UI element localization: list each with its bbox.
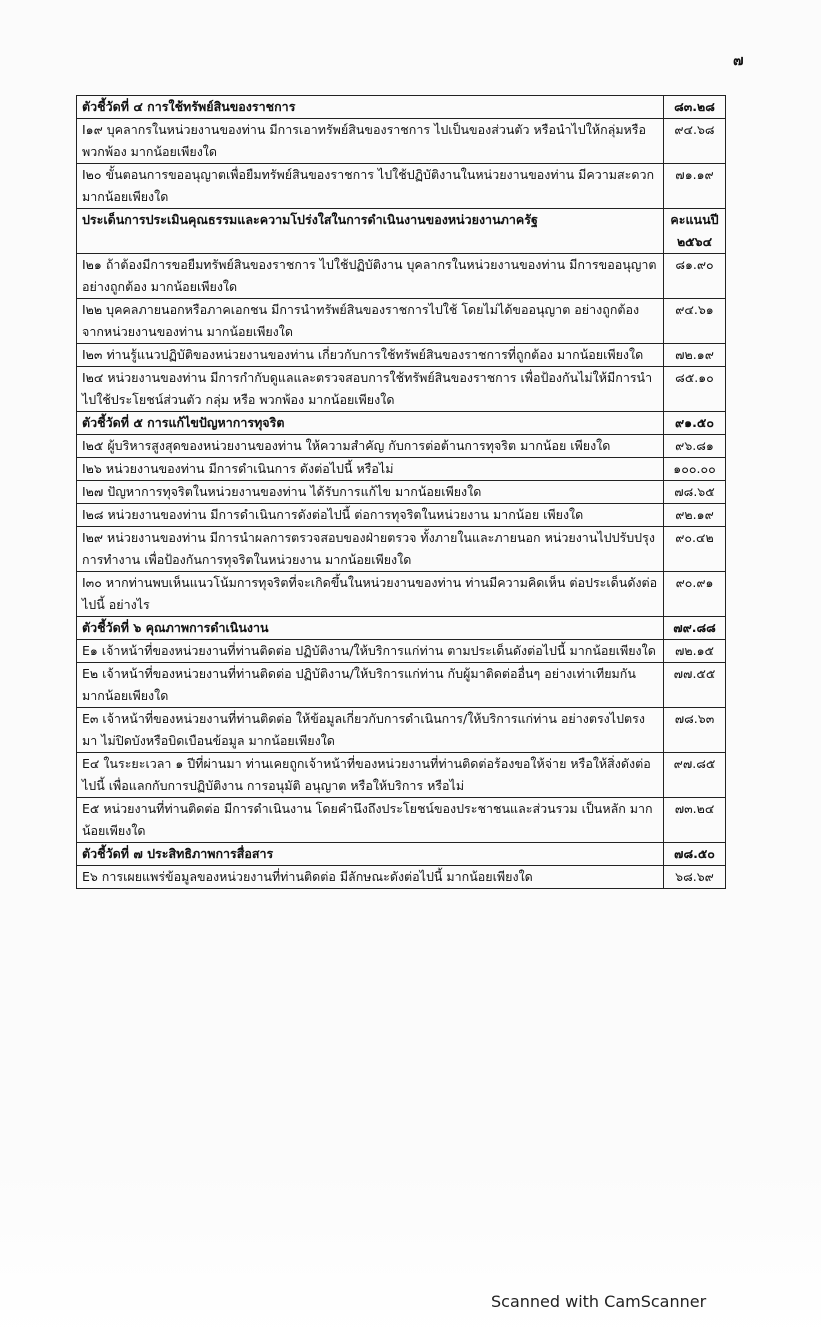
score-value: ๗๒.๑๕	[664, 640, 726, 663]
heading-row	[77, 209, 726, 254]
table-row	[77, 640, 726, 663]
question-text: I๒๒ บุคคลภายนอกหรือภาคเอกชน มีการนำทรัพย์สินของราชการไปใช้ โดยไม่ได้ขออนุญาต อย่างถูกต้อง จากหน่วยงานของท่าน มากน้อยเพียงใด	[77, 299, 664, 344]
page-footer-area	[0, 1170, 821, 1338]
score-value: ๑๐๐.๐๐	[664, 458, 726, 481]
score-value: ๗๘.๖๓	[664, 708, 726, 753]
table-row	[77, 753, 726, 798]
score-value: ๗๓.๒๔	[664, 798, 726, 843]
question-text: E๕ หน่วยงานที่ท่านติดต่อ มีการดำเนินงาน โดยคำนึงถึงประโยชน์ของประชาชนและส่วนรวม เป็นหลัก มากน้อยเพียงใด	[77, 798, 664, 843]
question-text: I๓๐ หากท่านพบเห็นแนวโน้มการทุจริตที่จะเกิดขึ้นในหน่วยงานของท่าน ท่านมีความคิดเห็น ต่อประเด็นดังต่อไปนี้ อย่างไร	[77, 572, 664, 617]
question-text: I๒๓ ท่านรู้แนวปฏิบัติของหน่วยงานของท่าน เกี่ยวกับการใช้ทรัพย์สินของราชการที่ถูกต้อง มากน้อยเพียงใด	[77, 344, 664, 367]
indicator-row	[77, 843, 726, 866]
score-value: ๘๓.๒๘	[664, 96, 726, 119]
table-row	[77, 164, 726, 209]
indicator-title: ตัวชี้วัดที่ ๔ การใช้ทรัพย์สินของราชการ	[77, 96, 664, 119]
question-text: I๒๙ หน่วยงานของท่าน มีการนำผลการตรวจสอบของฝ่ายตรวจ ทั้งภายในและภายนอก หน่วยงานไปปรับปรุงการทำงาน เพื่อป้องกันการทุจริตในหน่วยงาน มากน้อยเพียงใด	[77, 527, 664, 572]
table-row	[77, 663, 726, 708]
score-value: ๗๙.๘๘	[664, 617, 726, 640]
score-value: ๙๗.๘๕	[664, 753, 726, 798]
question-text: E๔ ในระยะเวลา ๑ ปีที่ผ่านมา ท่านเคยถูกเจ้าหน้าที่ของหน่วยงานที่ท่านติดต่อร้องขอให้จ่าย หรือให้สิ่งดังต่อไปนี้ เพื่อแลกกับการปฏิบัติงาน การอนุมัติ อนุญาต หรือให้บริการ หรือไม่	[77, 753, 664, 798]
table-row	[77, 572, 726, 617]
question-text: I๒๗ ปัญหาการทุจริตในหน่วยงานของท่าน ได้รับการแก้ไข มากน้อยเพียงใด	[77, 481, 664, 504]
question-text: I๒๑ ถ้าต้องมีการขอยืมทรัพย์สินของราชการ ไปใช้ปฏิบัติงาน บุคลากรในหน่วยงานของท่าน มีการขออนุญาตอย่างถูกต้อง มากน้อยเพียงใด	[77, 254, 664, 299]
question-text: E๖ การเผยแพร่ข้อมูลของหน่วยงานที่ท่านติดต่อ มีลักษณะดังต่อไปนี้ มากน้อยเพียงใด	[77, 866, 664, 889]
score-year-heading: คะแนนปี ๒๕๖๔	[664, 209, 726, 254]
question-text: I๑๙ บุคลากรในหน่วยงานของท่าน มีการเอาทรัพย์สินของราชการ ไปเป็นของส่วนตัว หรือนำไปให้กลุ่มหรือพวกพ้อง มากน้อยเพียงใด	[77, 119, 664, 164]
table-row	[77, 254, 726, 299]
table-row	[77, 458, 726, 481]
table-row	[77, 504, 726, 527]
question-text: I๒๘ หน่วยงานของท่าน มีการดำเนินการดังต่อไปนี้ ต่อการทุจริตในหน่วยงาน มากน้อย เพียงใด	[77, 504, 664, 527]
score-value: ๙๐.๔๒	[664, 527, 726, 572]
score-value: ๘๑.๙๐	[664, 254, 726, 299]
score-value: ๙๐.๙๑	[664, 572, 726, 617]
page-number: ๗	[733, 53, 744, 69]
score-value: ๙๔.๖๑	[664, 299, 726, 344]
score-value: ๙๖.๘๑	[664, 435, 726, 458]
table-body	[77, 96, 726, 889]
indicator-row	[77, 617, 726, 640]
camscanner-watermark: Scanned with CamScanner	[491, 1292, 707, 1311]
indicator-title: ตัวชี้วัดที่ ๖ คุณภาพการดำเนินงาน	[77, 617, 664, 640]
table-row	[77, 344, 726, 367]
question-text: I๒๖ หน่วยงานของท่าน มีการดำเนินการ ดังต่อไปนี้ หรือไม่	[77, 458, 664, 481]
table-row	[77, 367, 726, 412]
indicator-row	[77, 96, 726, 119]
score-value: ๙๔.๖๘	[664, 119, 726, 164]
indicator-row	[77, 412, 726, 435]
table-row	[77, 481, 726, 504]
score-value: ๗๑.๑๙	[664, 164, 726, 209]
question-text: I๒๕ ผู้บริหารสูงสุดของหน่วยงานของท่าน ให้ความสำคัญ กับการต่อต้านการทุจริต มากน้อย เพียงใด	[77, 435, 664, 458]
score-value: ๙๑.๕๐	[664, 412, 726, 435]
question-text: E๒ เจ้าหน้าที่ของหน่วยงานที่ท่านติดต่อ ปฏิบัติงาน/ให้บริการแก่ท่าน กับผู้มาติดต่ออื่นๆ อย่างเท่าเทียมกันมากน้อยเพียงใด	[77, 663, 664, 708]
score-value: ๗๘.๕๐	[664, 843, 726, 866]
table-row	[77, 299, 726, 344]
indicator-title: ตัวชี้วัดที่ ๗ ประสิทธิภาพการสื่อสาร	[77, 843, 664, 866]
table-row	[77, 708, 726, 753]
score-value: ๗๗.๕๕	[664, 663, 726, 708]
score-value: ๗๒.๑๙	[664, 344, 726, 367]
score-value: ๖๘.๖๙	[664, 866, 726, 889]
score-value: ๘๕.๑๐	[664, 367, 726, 412]
question-text: I๒๐ ขั้นตอนการขออนุญาตเพื่อยืมทรัพย์สินของราชการ ไปใช้ปฏิบัติงานในหน่วยงานของท่าน มีความสะดวกมากน้อยเพียงใด	[77, 164, 664, 209]
table-row	[77, 119, 726, 164]
heading-text: ประเด็นการประเมินคุณธรรมและความโปร่งใสในการดำเนินงานของหน่วยงานภาครัฐ	[77, 209, 664, 254]
question-text: E๓ เจ้าหน้าที่ของหน่วยงานที่ท่านติดต่อ ให้ข้อมูลเกี่ยวกับการดำเนินการ/ให้บริการแก่ท่าน อย่างตรงไปตรงมา ไม่ปิดบังหรือบิดเบือนข้อมูล มากน้อยเพียงใด	[77, 708, 664, 753]
table-row	[77, 798, 726, 843]
indicator-title: ตัวชี้วัดที่ ๕ การแก้ไขปัญหาการทุจริต	[77, 412, 664, 435]
table-row	[77, 527, 726, 572]
evaluation-table	[76, 95, 726, 889]
question-text: E๑ เจ้าหน้าที่ของหน่วยงานที่ท่านติดต่อ ปฏิบัติงาน/ให้บริการแก่ท่าน ตามประเด็นดังต่อไปนี้ มากน้อยเพียงใด	[77, 640, 664, 663]
score-value: ๙๒.๑๙	[664, 504, 726, 527]
table-row	[77, 866, 726, 889]
score-value: ๗๘.๖๕	[664, 481, 726, 504]
table-row	[77, 435, 726, 458]
question-text: I๒๔ หน่วยงานของท่าน มีการกำกับดูแลและตรวจสอบการใช้ทรัพย์สินของราชการ เพื่อป้องกันไม่ให้มีการนำไปใช้ประโยชน์ส่วนตัว กลุ่ม หรือ พวกพ้อง มากน้อยเพียงใด	[77, 367, 664, 412]
